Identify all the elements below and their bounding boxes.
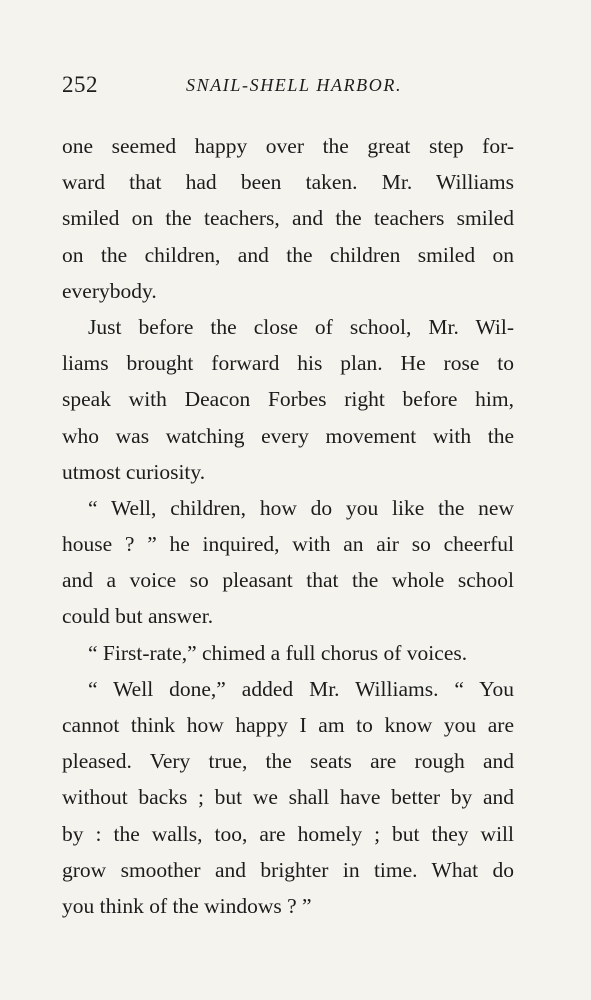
text-line: cannot think how happy I am to know you are <box>62 713 514 737</box>
text-line: liams brought forward his plan. He rose to <box>62 351 514 376</box>
text-line: grow smoother and brighter in time. What do <box>62 857 514 882</box>
running-head <box>62 72 514 102</box>
paragraph-first-line: “ Well, children, how do you like the new <box>88 495 514 520</box>
text-line: house ? ” he inquired, with an air so cheerful <box>62 532 514 557</box>
text-line: smiled on the teachers, and the teachers smiled <box>62 206 514 231</box>
paragraph-first-line: Just before the close of school, Mr. Wil- <box>88 314 514 339</box>
running-title: SNAIL-SHELL HARBOR. <box>186 75 403 95</box>
text-line: by : the walls, too, are homely ; but they will <box>62 821 514 846</box>
text-line: who was watching every movement with the <box>62 423 514 448</box>
page-number: 252 <box>62 72 98 97</box>
text-line: speak with Deacon Forbes right before him, <box>62 387 514 412</box>
text-line: and a voice so pleasant that the whole school <box>62 568 514 593</box>
paragraph-first-line: “ Well done,” added Mr. Williams. “ You <box>88 676 514 701</box>
text-line: could but answer. <box>62 604 214 629</box>
text-line: you think of the windows ? ” <box>62 893 312 918</box>
body-text <box>62 128 514 924</box>
text-line: utmost curiosity. <box>62 459 206 484</box>
text-line: without backs ; but we shall have better by and <box>62 785 514 810</box>
text-line: pleased. Very true, the seats are rough and <box>62 749 514 774</box>
text-line: everybody. <box>62 278 157 303</box>
text-line: ward that had been taken. Mr. Williams <box>62 170 514 195</box>
text-line: on the children, and the children smiled on <box>62 242 514 267</box>
text-line: one seemed happy over the great step for- <box>62 134 514 158</box>
paragraph-first-line: “ First-rate,” chimed a full chorus of voices. <box>88 640 468 665</box>
